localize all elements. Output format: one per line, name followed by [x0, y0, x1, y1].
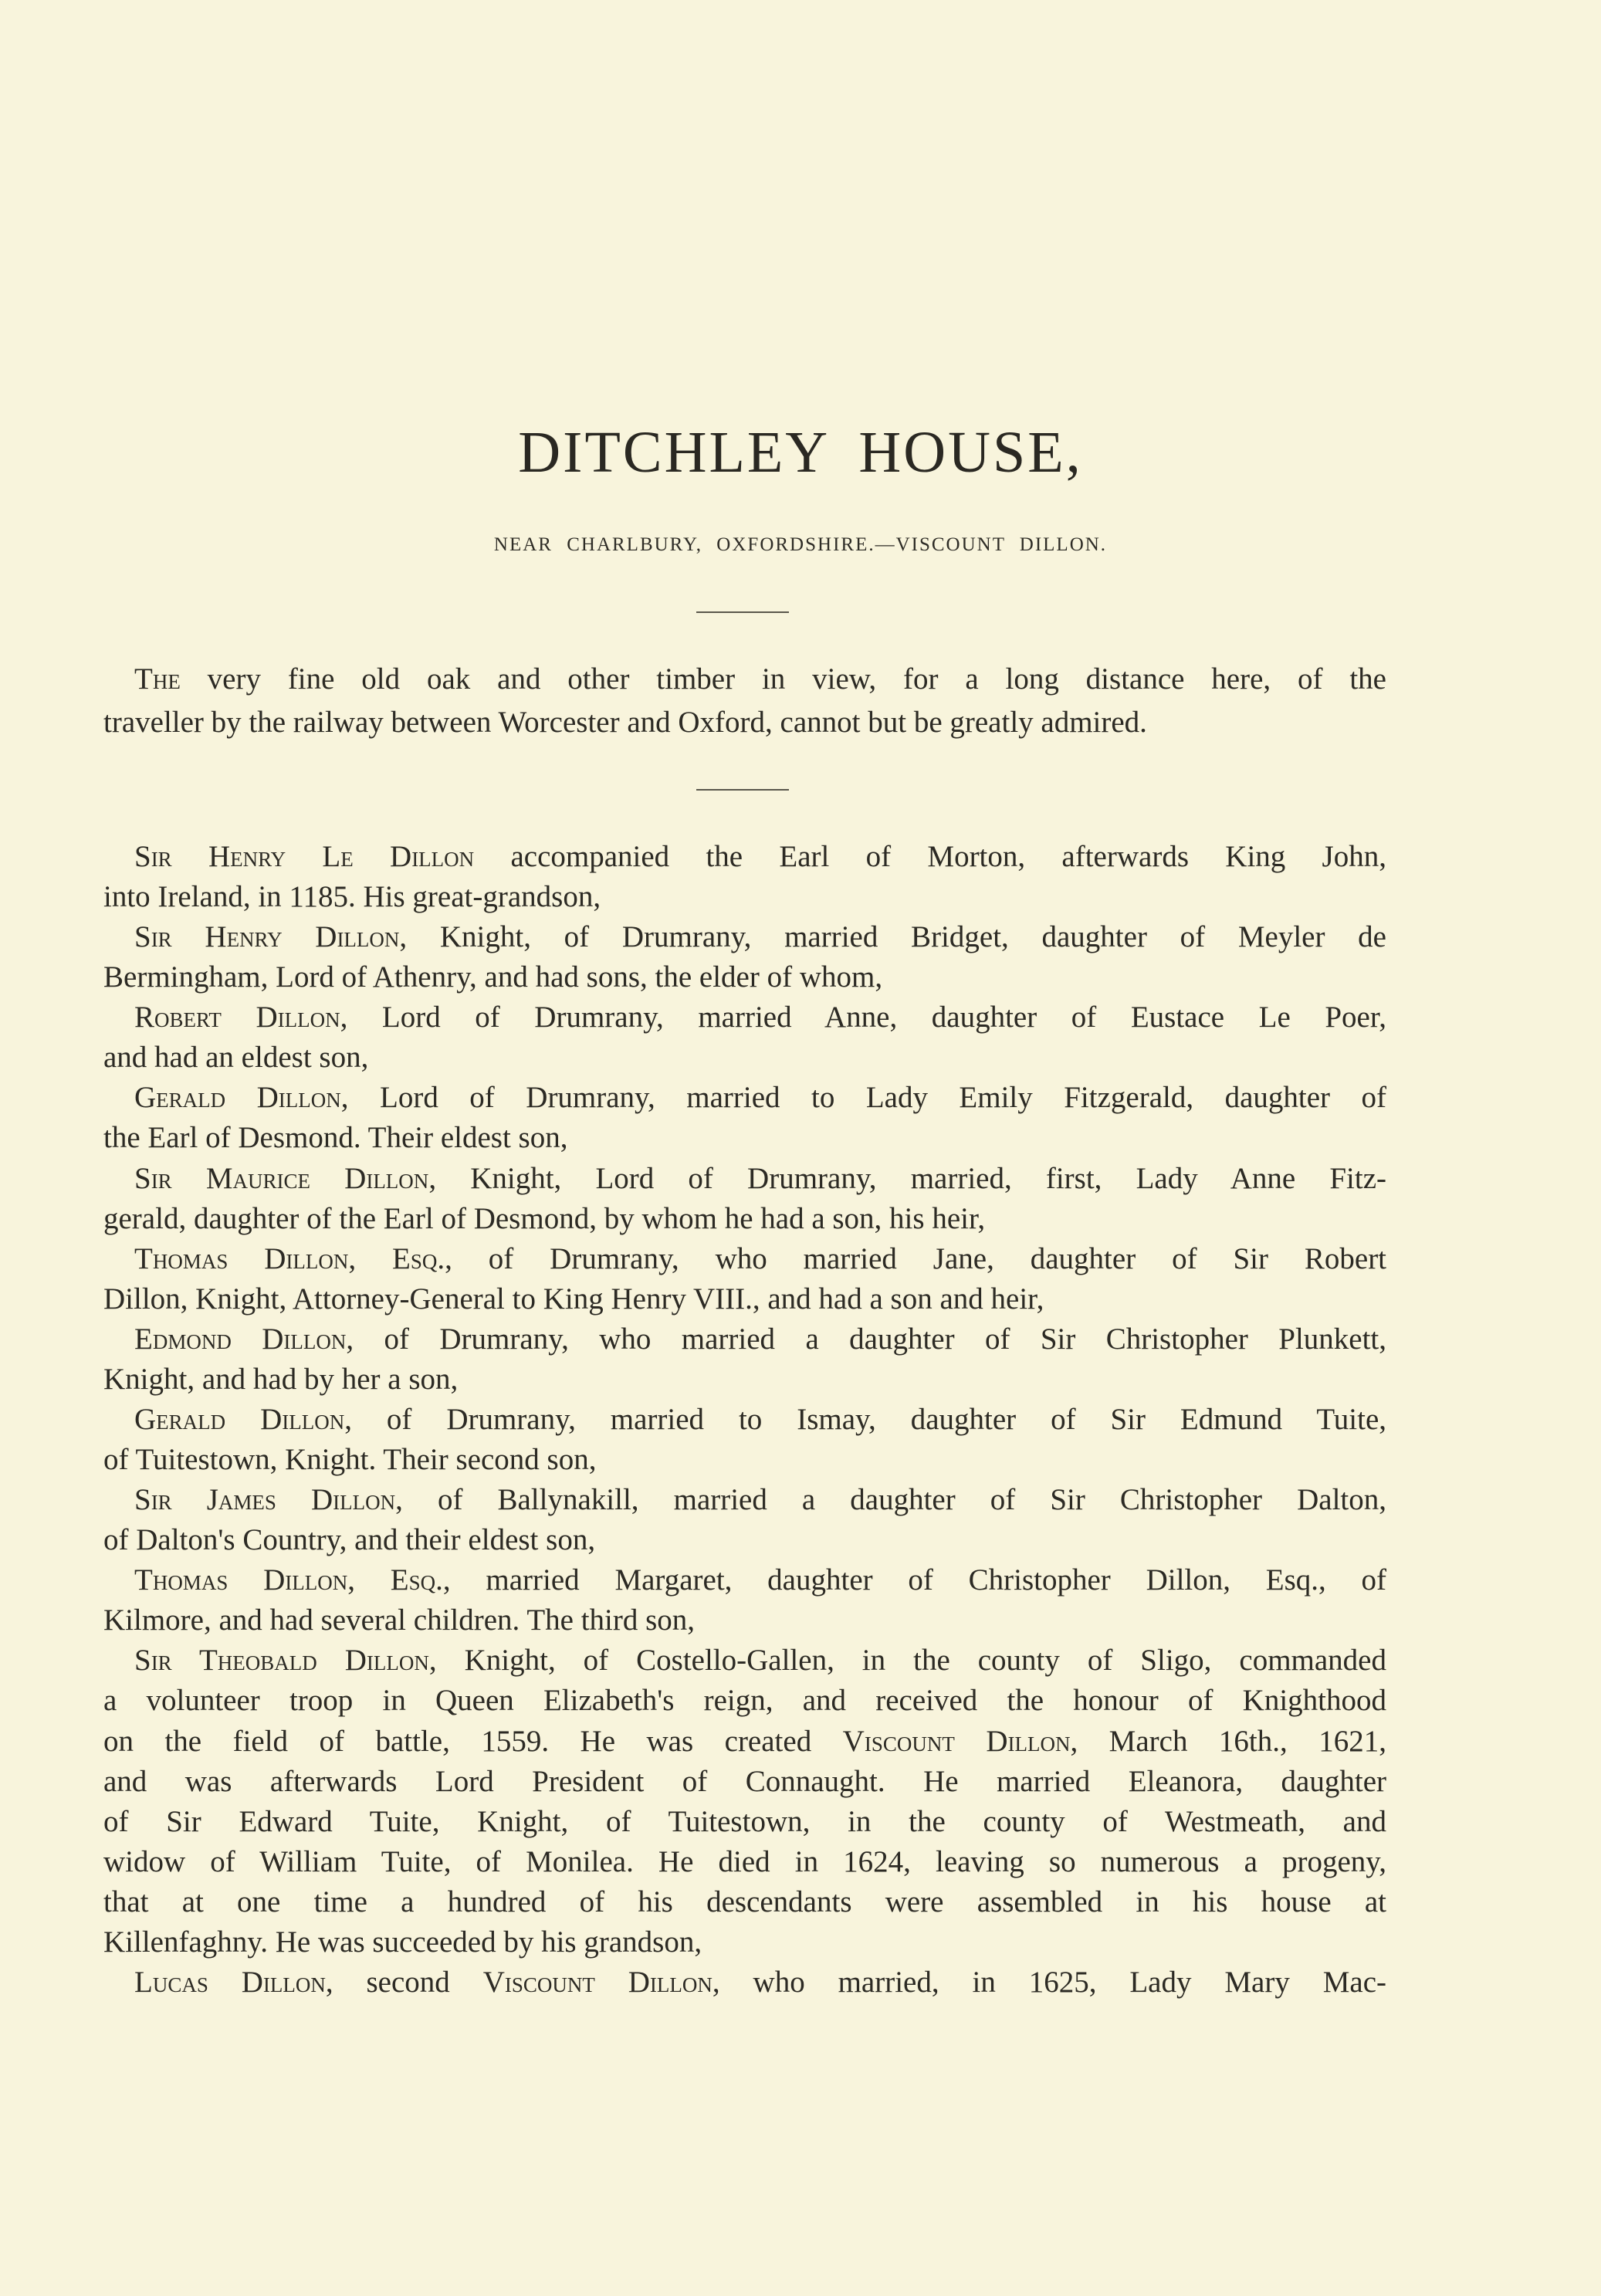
text-line	[103, 1685, 1386, 1715]
text-run: Killenfaghny. He was succeeded by his grandson,	[103, 1925, 702, 1959]
text-line	[134, 1967, 1386, 1997]
small-caps-name: Lucas Dillon	[134, 1966, 326, 1999]
text-line	[103, 1204, 1386, 1234]
text-run: the Earl of Desmond. Their eldest son,	[103, 1121, 568, 1154]
text-run: , Knight, of Costello-Gallen, in the county of Sligo, commanded	[428, 1644, 1386, 1677]
text-line	[103, 1042, 1386, 1072]
text-run: of Dalton's Country, and their eldest son,	[103, 1523, 596, 1556]
divider-rule	[696, 789, 789, 791]
text-run: ,	[347, 1563, 391, 1597]
text-line	[103, 962, 1386, 992]
text-line	[103, 1444, 1386, 1475]
text-run: , who married, in 1625, Lady Mary Mac-	[712, 1966, 1386, 1999]
text-run: into Ireland, in 1185. His great-grandson,	[103, 880, 601, 913]
text-run: gerald, daughter of the Earl of Desmond, by whom he had a son, his heir,	[103, 1202, 986, 1235]
text-run: , Knight, Lord of Drumrany, married, first, Lady Anne Fitz-	[428, 1162, 1386, 1195]
small-caps-name: Sir James Dillon	[134, 1483, 396, 1516]
text-line	[103, 1364, 1386, 1394]
page-title: DITCHLEY HOUSE,	[518, 420, 1083, 485]
text-run: , of Drumrany, married to Ismay, daughter of Sir Edmund Tuite,	[344, 1403, 1386, 1436]
small-caps-name: The	[134, 662, 181, 696]
text-run: , second	[325, 1966, 483, 1999]
text-line	[134, 922, 1386, 952]
text-run: , married Margaret, daughter of Christopher Dillon, Esq., of	[442, 1563, 1387, 1597]
small-caps-name: Sir Henry Le Dillon	[134, 840, 475, 873]
text-run: , March 16th., 1621,	[1070, 1725, 1386, 1758]
text-run: that at one time a hundred of his descendants were assembled in his house at	[103, 1885, 1386, 1918]
small-caps-name: Thomas Dillon	[134, 1563, 348, 1597]
small-caps-name: Robert Dillon	[134, 1001, 340, 1034]
text-run: traveller by the railway between Worcester and Oxford, cannot but be greatly admired.	[103, 706, 1147, 739]
text-run: , Lord of Drumrany, married Anne, daughter of Eustace Le Poer,	[340, 1001, 1386, 1034]
text-run: very fine old oak and other timber in view, for a long distance here, of the	[180, 662, 1386, 696]
text-line	[103, 1525, 1386, 1555]
text-line	[103, 1726, 1386, 1756]
text-line	[103, 1847, 1386, 1877]
text-run: , of Drumrany, who married Jane, daughter of Sir Robert	[445, 1242, 1387, 1275]
text-line	[103, 1284, 1386, 1314]
text-line	[134, 1082, 1386, 1112]
text-run: of Sir Edward Tuite, Knight, of Tuitestown, in the county of Westmeath, and	[103, 1805, 1386, 1838]
text-line	[103, 1766, 1386, 1797]
small-caps-name: Gerald Dillon	[134, 1081, 341, 1114]
text-run: and had an eldest son,	[103, 1041, 369, 1074]
small-caps-name: Gerald Dillon	[134, 1403, 345, 1436]
text-line	[134, 1002, 1386, 1032]
text-line	[134, 1404, 1386, 1434]
small-caps-name: Sir Maurice Dillon	[134, 1162, 429, 1195]
text-run: on the field of battle, 1559. He was created	[103, 1725, 843, 1758]
text-line	[134, 1565, 1386, 1595]
text-run: Kilmore, and had several children. The third son,	[103, 1603, 696, 1637]
divider-rule	[696, 611, 789, 613]
text-line	[103, 882, 1386, 912]
text-run: Bermingham, Lord of Athenry, and had sons, the elder of whom,	[103, 960, 883, 994]
text-run: of Tuitestown, Knight. Their second son,	[103, 1443, 597, 1476]
text-line	[103, 1605, 1386, 1635]
small-caps-name: Sir Theobald Dillon	[134, 1644, 429, 1677]
text-run: , Lord of Drumrany, married to Lady Emily Fitzgerald, daughter of	[340, 1081, 1387, 1114]
small-caps-name: Viscount Dillon	[842, 1725, 1071, 1758]
text-line	[134, 1244, 1386, 1274]
intro-line	[134, 664, 1386, 694]
text-run: ,	[348, 1242, 393, 1275]
text-run: accompanied the Earl of Morton, afterwards King John,	[474, 840, 1386, 873]
page-subtitle: NEAR CHARLBURY, OXFORDSHIRE.—VISCOUNT DILLON.	[493, 534, 1108, 555]
text-run: Dillon, Knight, Attorney-General to King Henry VIII., and had a son and heir,	[103, 1282, 1044, 1316]
small-caps-name: Esq.	[392, 1242, 445, 1275]
text-run: Knight, and had by her a son,	[103, 1363, 459, 1396]
text-line	[134, 842, 1386, 872]
intro-line	[103, 707, 1386, 737]
text-run: , Knight, of Drumrany, married Bridget, daughter of Meyler de	[399, 920, 1386, 953]
text-run: a volunteer troop in Queen Elizabeth's reign, and received the honour of Knighthood	[103, 1684, 1386, 1717]
text-line	[134, 1485, 1386, 1515]
text-line	[103, 1887, 1386, 1917]
text-run: widow of William Tuite, of Monilea. He died in 1624, leaving so numerous a progeny,	[103, 1845, 1386, 1878]
text-line	[103, 1123, 1386, 1153]
text-line	[134, 1645, 1386, 1675]
text-line	[103, 1807, 1386, 1837]
text-run: , of Drumrany, who married a daughter of Sir Christopher Plunkett,	[346, 1322, 1387, 1356]
small-caps-name: Edmond Dillon	[134, 1322, 347, 1356]
text-line	[134, 1163, 1386, 1194]
small-caps-name: Thomas Dillon	[134, 1242, 349, 1275]
small-caps-name: Esq.	[390, 1563, 443, 1597]
text-run: , of Ballynakill, married a daughter of Sir Christopher Dalton,	[395, 1483, 1386, 1516]
text-run: and was afterwards Lord President of Connaught. He married Eleanora, daughter	[103, 1765, 1386, 1798]
text-line	[134, 1324, 1386, 1354]
small-caps-name: Viscount Dillon	[482, 1966, 712, 1999]
small-caps-name: Sir Henry Dillon	[134, 920, 400, 953]
text-line	[103, 1927, 1386, 1957]
